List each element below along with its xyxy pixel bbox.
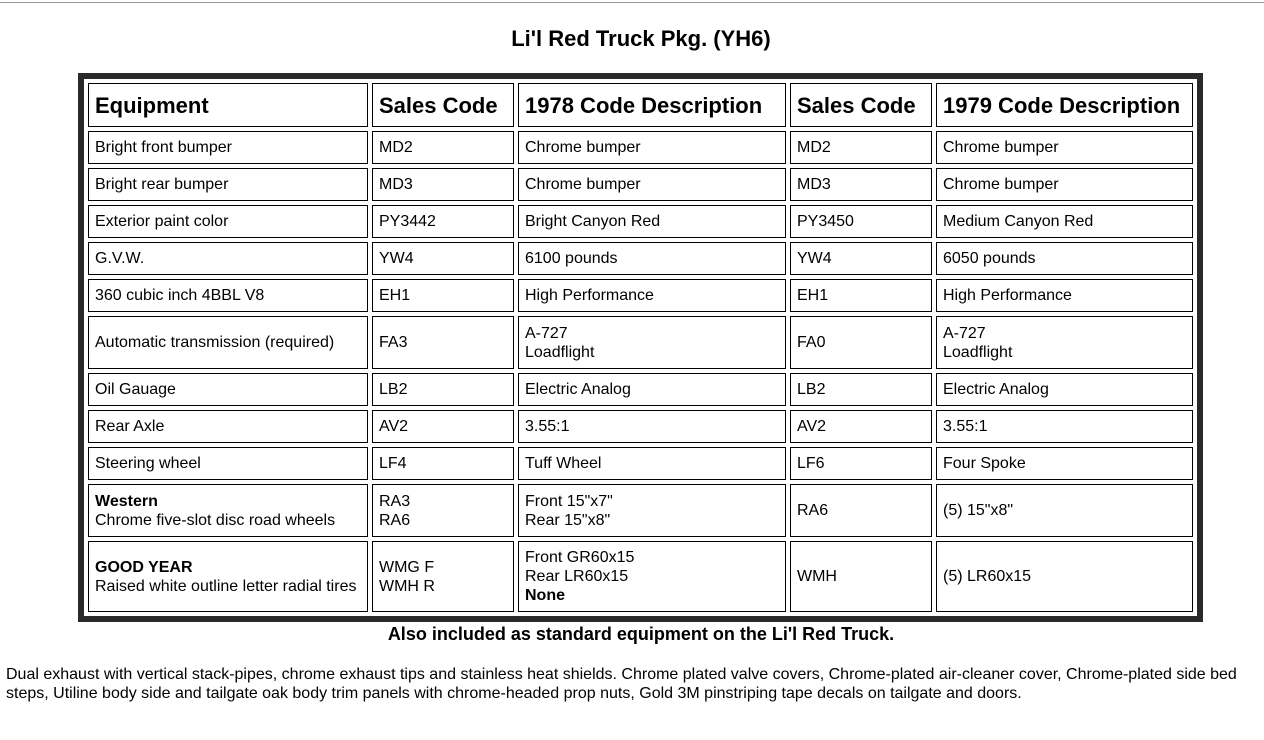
cell-line: Electric Analog xyxy=(525,381,631,398)
cell-line: LF4 xyxy=(379,455,407,472)
table-row xyxy=(88,205,1193,238)
table-row xyxy=(88,131,1193,164)
cell-1978-code-description xyxy=(518,484,786,537)
standard-equipment-heading: Also included as standard equipment on the Li'l Red Truck. xyxy=(387,624,895,644)
cell-1978-code-description xyxy=(518,410,786,443)
cell-line: RA6 xyxy=(797,502,829,519)
cell-sales-code-1979 xyxy=(790,131,932,164)
cell-line: LB2 xyxy=(797,381,826,398)
cell-line: Western xyxy=(95,492,158,510)
cell-line: Front 15"x7" xyxy=(525,492,613,510)
table-row xyxy=(88,279,1193,312)
cell-sales-code-1978 xyxy=(372,205,514,238)
cell-line: YW4 xyxy=(379,250,414,267)
cell-1978-code-description xyxy=(518,131,786,164)
cell-line: Chrome bumper xyxy=(943,139,1059,156)
table-header-row xyxy=(88,83,1193,127)
cell-equipment xyxy=(88,541,368,612)
cell-equipment xyxy=(88,373,368,406)
cell-sales-code-1978 xyxy=(372,279,514,312)
cell-equipment xyxy=(88,410,368,443)
top-divider xyxy=(0,2,1264,3)
cell-line: Front GR60x15 xyxy=(525,549,635,566)
cell-line: Tuff Wheel xyxy=(525,455,602,472)
header-1978-code-description: 1978 Code Description xyxy=(518,83,786,127)
cell-equipment xyxy=(88,205,368,238)
cell-1979-code-description xyxy=(936,410,1193,443)
cell-line: High Performance xyxy=(943,287,1072,304)
cell-sales-code-1979 xyxy=(790,316,932,369)
cell-line: WMH R xyxy=(379,577,435,595)
cell-line: FA0 xyxy=(797,334,826,351)
cell-line: Four Spoke xyxy=(943,455,1026,472)
cell-equipment xyxy=(88,131,368,164)
cell-line: (5) 15"x8" xyxy=(943,502,1014,519)
cell-line: Exterior paint color xyxy=(95,213,229,230)
cell-sales-code-1978 xyxy=(372,541,514,612)
table-row xyxy=(88,484,1193,537)
cell-line: MD2 xyxy=(379,139,413,156)
table-row xyxy=(88,316,1193,369)
cell-line: High Performance xyxy=(525,287,654,304)
table-body xyxy=(88,131,1193,612)
cell-line: Electric Analog xyxy=(943,381,1049,398)
cell-line: WMH xyxy=(797,568,837,585)
cell-line: 6050 pounds xyxy=(943,250,1036,267)
cell-equipment xyxy=(88,447,368,480)
cell-line: 360 cubic inch 4BBL V8 xyxy=(95,287,265,304)
cell-line: MD3 xyxy=(379,176,413,193)
cell-line: EH1 xyxy=(797,287,829,304)
cell-sales-code-1979 xyxy=(790,541,932,612)
cell-equipment xyxy=(88,279,368,312)
table-row xyxy=(88,168,1193,201)
cell-line: AV2 xyxy=(797,418,827,435)
cell-sales-code-1979 xyxy=(790,373,932,406)
cell-line: MD2 xyxy=(797,139,831,156)
cell-1979-code-description xyxy=(936,484,1193,537)
cell-line: Loadflight xyxy=(525,343,595,361)
header-sales-code-1978: Sales Code xyxy=(372,83,514,127)
cell-line: PY3442 xyxy=(379,213,436,230)
cell-line: Steering wheel xyxy=(95,455,201,472)
cell-equipment xyxy=(88,168,368,201)
cell-sales-code-1979 xyxy=(790,410,932,443)
cell-line: Loadflight xyxy=(943,343,1013,361)
cell-line: FA3 xyxy=(379,334,408,351)
cell-sales-code-1978 xyxy=(372,484,514,537)
cell-1979-code-description xyxy=(936,131,1193,164)
cell-line: Bright Canyon Red xyxy=(525,213,661,230)
cell-line: EH1 xyxy=(379,287,411,304)
cell-sales-code-1979 xyxy=(790,242,932,275)
cell-sales-code-1979 xyxy=(790,447,932,480)
cell-1978-code-description xyxy=(518,168,786,201)
cell-1978-code-description xyxy=(518,447,786,480)
cell-line: Bright rear bumper xyxy=(95,176,229,193)
cell-line: MD3 xyxy=(797,176,831,193)
cell-line: 6100 pounds xyxy=(525,250,618,267)
cell-line: Oil Gauage xyxy=(95,381,176,398)
cell-line: Rear LR60x15 xyxy=(525,568,629,585)
cell-line: GOOD YEAR xyxy=(95,558,193,576)
cell-line: (5) LR60x15 xyxy=(943,568,1032,585)
cell-line: Chrome bumper xyxy=(525,176,641,193)
equipment-table xyxy=(78,73,1203,622)
cell-line: Chrome bumper xyxy=(525,139,641,156)
cell-line: LF6 xyxy=(797,455,825,472)
cell-line: Raised white outline letter radial tires xyxy=(95,577,357,595)
cell-line: 3.55:1 xyxy=(943,418,988,435)
cell-line: Automatic transmission (required) xyxy=(95,334,335,351)
cell-sales-code-1979 xyxy=(790,168,932,201)
cell-1979-code-description xyxy=(936,205,1193,238)
cell-line: A-727 xyxy=(943,324,986,342)
table-row xyxy=(88,373,1193,406)
cell-line: 3.55:1 xyxy=(525,418,570,435)
cell-line: Rear Axle xyxy=(95,418,165,435)
cell-equipment xyxy=(88,484,368,537)
cell-1978-code-description xyxy=(518,242,786,275)
cell-1978-code-description xyxy=(518,205,786,238)
cell-sales-code-1978 xyxy=(372,447,514,480)
cell-sales-code-1979 xyxy=(790,279,932,312)
cell-sales-code-1979 xyxy=(790,484,932,537)
cell-1979-code-description xyxy=(936,242,1193,275)
cell-line: Medium Canyon Red xyxy=(943,213,1094,230)
cell-1978-code-description xyxy=(518,279,786,312)
header-1979-code-description: 1979 Code Description xyxy=(936,83,1193,127)
cell-line: Bright front bumper xyxy=(95,139,232,156)
cell-1978-code-description xyxy=(518,316,786,369)
table-row xyxy=(88,242,1193,275)
cell-line: WMG F xyxy=(379,558,435,576)
cell-1979-code-description xyxy=(936,168,1193,201)
cell-line: Chrome bumper xyxy=(943,176,1059,193)
table-row xyxy=(88,410,1193,443)
cell-line: None xyxy=(525,587,565,604)
table-row xyxy=(88,541,1193,612)
cell-1979-code-description xyxy=(936,279,1193,312)
cell-line: LB2 xyxy=(379,381,408,398)
cell-line: G.V.W. xyxy=(95,250,145,267)
cell-sales-code-1978 xyxy=(372,316,514,369)
cell-1979-code-description xyxy=(936,316,1193,369)
cell-line: PY3450 xyxy=(797,213,854,230)
cell-line: RA6 xyxy=(379,511,411,529)
cell-sales-code-1978 xyxy=(372,410,514,443)
cell-line: YW4 xyxy=(797,250,832,267)
header-sales-code-1979: Sales Code xyxy=(790,83,932,127)
cell-line: AV2 xyxy=(379,418,409,435)
cell-1979-code-description xyxy=(936,541,1193,612)
cell-equipment xyxy=(88,242,368,275)
cell-line: Rear 15"x8" xyxy=(525,511,611,529)
cell-1979-code-description xyxy=(936,447,1193,480)
cell-sales-code-1978 xyxy=(372,242,514,275)
page-title: Li'l Red Truck Pkg. (YH6) xyxy=(511,26,771,51)
cell-1978-code-description xyxy=(518,373,786,406)
cell-line: A-727 xyxy=(525,324,568,342)
cell-line: RA3 xyxy=(379,492,411,510)
cell-1979-code-description xyxy=(936,373,1193,406)
cell-line: Chrome five-slot disc road wheels xyxy=(95,511,336,529)
cell-equipment xyxy=(88,316,368,369)
table-row xyxy=(88,447,1193,480)
standard-equipment-text: Dual exhaust with vertical stack-pipes, chrome exhaust tips and stainless heat shields. Chrome plated valve covers, Chrome-plated air-cleaner cover, Chrome-plated side bed steps, Utiline body side and tailgate oak body trim panels with chrome-headed prop nuts, Gold 3M pinstriping tape decals on tailgate and doors. xyxy=(6,666,1237,702)
cell-sales-code-1978 xyxy=(372,131,514,164)
cell-sales-code-1978 xyxy=(372,373,514,406)
cell-sales-code-1979 xyxy=(790,205,932,238)
cell-sales-code-1978 xyxy=(372,168,514,201)
cell-1978-code-description xyxy=(518,541,786,612)
header-equipment: Equipment xyxy=(88,83,368,127)
